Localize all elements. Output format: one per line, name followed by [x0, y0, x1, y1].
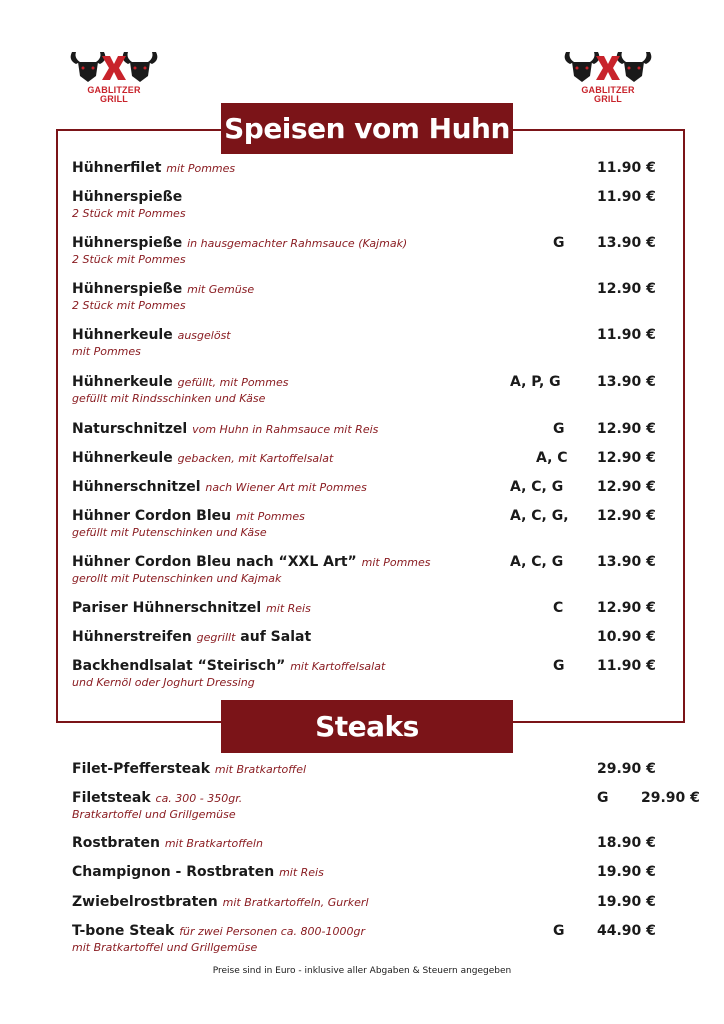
menu-item: [72, 327, 672, 358]
item-allergens: A, C, G: [510, 479, 564, 495]
item-desc: nach Wiener Art mit Pommes: [205, 481, 367, 494]
item-name: Zwiebelrostbraten: [72, 894, 218, 910]
item-price: 19.90 €: [597, 894, 656, 910]
item-price: 12.90 €: [597, 600, 656, 616]
section-title-steaks: Steaks: [221, 700, 513, 753]
item-name: Hühnerstreifen: [72, 629, 192, 645]
item-sub: gefüllt mit Putenschinken und Käse: [72, 526, 267, 539]
item-price: 29.90 €: [641, 790, 700, 806]
item-name: Champignon - Rostbraten: [72, 864, 275, 880]
item-sub: mit Bratkartoffel und Grillgemüse: [72, 941, 258, 954]
item-name: Hühnerspieße: [72, 281, 183, 297]
menu-item: [72, 479, 672, 495]
item-price: 18.90 €: [597, 835, 656, 851]
item-name: Hühnerspieße: [72, 189, 183, 205]
item-name: Naturschnitzel: [72, 421, 188, 437]
item-price: 19.90 €: [597, 864, 656, 880]
item-price: 11.90 €: [597, 160, 656, 176]
item-name-suffix: auf Salat: [240, 629, 312, 645]
item-name: Hühnerkeule: [72, 374, 173, 390]
item-name: Hühner Cordon Bleu nach “XXL Art”: [72, 554, 357, 570]
menu-item: [72, 374, 672, 405]
item-name: Hühner Cordon Bleu: [72, 508, 232, 524]
price-footnote: Preise sind in Euro - inklusive aller Abgaben & Steuern angegeben: [212, 966, 512, 976]
item-allergens: G: [553, 421, 565, 437]
item-desc: gebacken, mit Kartoffelsalat: [177, 452, 334, 465]
item-sub: Bratkartoffel und Grillgemüse: [72, 808, 236, 821]
item-allergens: A, C: [536, 450, 568, 466]
item-name: Pariser Hühnerschnitzel: [72, 600, 262, 616]
item-desc: ausgelöst: [177, 329, 231, 342]
item-price: 12.90 €: [597, 508, 656, 524]
logo-text-line1: GABLITZER: [581, 85, 635, 95]
bull-logo-icon: [66, 48, 162, 88]
menu-item: [72, 761, 672, 777]
item-price: 11.90 €: [597, 327, 656, 343]
item-name: Filetsteak: [72, 790, 151, 806]
item-price: 44.90 €: [597, 923, 656, 939]
item-price: 13.90 €: [597, 374, 656, 390]
item-desc: gegrillt: [196, 631, 236, 644]
item-desc: vom Huhn in Rahmsauce mit Reis: [192, 423, 379, 436]
item-price: 13.90 €: [597, 235, 656, 251]
item-name: Backhendlsalat “Steirisch”: [72, 658, 286, 674]
item-sub: und Kernöl oder Joghurt Dressing: [72, 676, 255, 689]
item-name: Hühnerfilet: [72, 160, 162, 176]
item-allergens: G: [553, 923, 565, 939]
item-name: Hühnerkeule: [72, 327, 173, 343]
item-price: 12.90 €: [597, 479, 656, 495]
item-desc: mit Bratkartoffeln: [164, 837, 263, 850]
menu-item: [72, 421, 672, 437]
menu-item: [72, 508, 672, 539]
menu-item: [72, 835, 672, 851]
item-price: 10.90 €: [597, 629, 656, 645]
item-price: 11.90 €: [597, 658, 656, 674]
item-allergens: A, P, G: [510, 374, 561, 390]
menu-item: [72, 629, 672, 645]
item-sub: gerollt mit Putenschinken und Kajmak: [72, 572, 282, 585]
menu-item: [72, 923, 672, 954]
menu-item: [72, 790, 700, 821]
logo-right: [560, 48, 656, 108]
item-price: 12.90 €: [597, 281, 656, 297]
item-desc: mit Bratkartoffeln, Gurkerl: [222, 896, 369, 909]
menu-item: [72, 600, 672, 616]
menu-item: [72, 189, 672, 220]
item-sub: 2 Stück mit Pommes: [72, 299, 186, 312]
item-name: Hühnerspieße: [72, 235, 183, 251]
menu-item: [72, 554, 672, 585]
item-price: 12.90 €: [597, 450, 656, 466]
item-desc: ca. 300 - 350gr.: [155, 792, 243, 805]
item-name: T-bone Steak: [72, 923, 175, 939]
item-desc: mit Pommes: [235, 510, 305, 523]
item-price: 29.90 €: [597, 761, 656, 777]
item-name: Filet-Pfeffersteak: [72, 761, 211, 777]
item-allergens: A, C, G,: [510, 508, 569, 524]
item-sub: 2 Stück mit Pommes: [72, 253, 186, 266]
item-price: 11.90 €: [597, 189, 656, 205]
item-allergens: G: [597, 790, 609, 806]
item-desc: gefüllt, mit Pommes: [177, 376, 289, 389]
menu-item: [72, 281, 672, 312]
item-name: Rostbraten: [72, 835, 160, 851]
item-desc: mit Reis: [279, 866, 324, 879]
item-price: 12.90 €: [597, 421, 656, 437]
item-desc: mit Pommes: [361, 556, 431, 569]
item-desc: mit Bratkartoffel: [214, 763, 307, 776]
menu-item: [72, 235, 672, 266]
item-price: 13.90 €: [597, 554, 656, 570]
menu-item: [72, 658, 672, 689]
item-desc: mit Reis: [266, 602, 311, 615]
item-desc: mit Kartoffelsalat: [290, 660, 386, 673]
section-title-huhn: Speisen vom Huhn: [221, 103, 513, 154]
menu-item: [72, 894, 672, 910]
item-allergens: C: [553, 600, 564, 616]
item-desc: mit Gemüse: [187, 283, 255, 296]
menu-item: [72, 160, 672, 176]
logo-left: [66, 48, 162, 108]
menu-item: [72, 864, 672, 880]
item-sub: gefüllt mit Rindsschinken und Käse: [72, 392, 266, 405]
item-sub: mit Pommes: [72, 345, 141, 358]
item-desc: in hausgemachter Rahmsauce (Kajmak): [187, 237, 408, 250]
item-allergens: G: [553, 658, 565, 674]
bull-logo-icon: [560, 48, 656, 88]
logo-text-line1: GABLITZER: [87, 85, 141, 95]
item-name: Hühnerkeule: [72, 450, 173, 466]
item-desc: mit Pommes: [166, 162, 236, 175]
logo-text-line2: GRILL: [594, 94, 622, 104]
item-allergens: A, C, G: [510, 554, 564, 570]
item-sub: 2 Stück mit Pommes: [72, 207, 186, 220]
item-name: Hühnerschnitzel: [72, 479, 201, 495]
menu-item: [72, 450, 672, 466]
logo-text-line2: GRILL: [100, 94, 128, 104]
item-desc: für zwei Personen ca. 800-1000gr: [179, 925, 365, 938]
item-allergens: G: [553, 235, 565, 251]
